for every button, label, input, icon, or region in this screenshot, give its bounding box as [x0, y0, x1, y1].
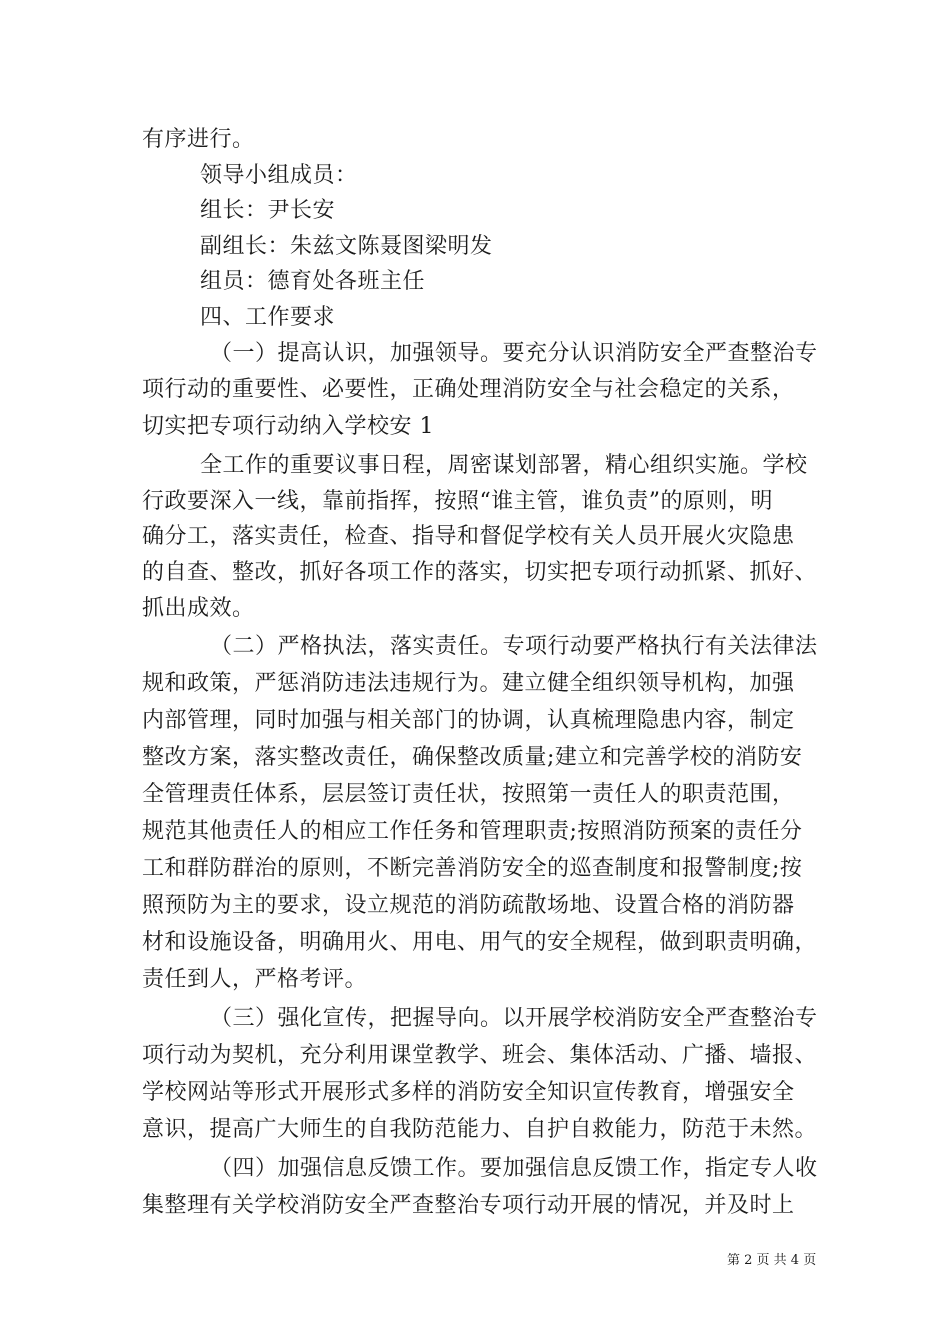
text-line: 责任到人，严格考评。	[142, 967, 368, 992]
text-line: 抓出成效。	[142, 596, 255, 621]
text-line: 副组长：朱兹文陈聂图梁明发	[200, 234, 493, 259]
text-line: 规和政策，严惩消防违法违规行为。建立健全组织领导机构，加强	[142, 671, 795, 696]
text-line: 全工作的重要议事日程，周密谋划部署，精心组织实施。学校	[200, 453, 808, 478]
text-line: 整改方案，落实整改责任，确保整改质量;建立和完善学校的消防安	[142, 745, 803, 770]
text-line: 领导小组成员：	[200, 163, 358, 188]
text-line: 有序进行。	[142, 127, 255, 152]
page-number-footer: 第 2 页 共 4 页	[727, 1253, 817, 1268]
text-line: 集整理有关学校消防安全严查整治专项行动开展的情况，并及时上	[142, 1193, 795, 1218]
text-line: （一）提高认识，加强领导。要充分认识消防安全严查整治专	[210, 341, 818, 366]
text-line: 规范其他责任人的相应工作任务和管理职责;按照消防预案的责任分	[142, 819, 803, 844]
text-line: 确分工，落实责任，检查、指导和督促学校有关人员开展火灾隐患	[142, 524, 795, 549]
text-line: 学校网站等形式开展形式多样的消防安全知识宣传教育，增强安全	[142, 1080, 795, 1105]
text-line: 的自查、整改，抓好各项工作的落实，切实把专项行动抓紧、抓好、	[142, 560, 818, 585]
text-line: 项行动的重要性、必要性，正确处理消防安全与社会稳定的关系，	[142, 377, 795, 402]
text-line: 组长：尹长安	[200, 198, 336, 223]
text-line: 照预防为主的要求，设立规范的消防疏散场地、设置合格的消防器	[142, 893, 795, 918]
text-line: （四）加强信息反馈工作。要加强信息反馈工作，指定专人收	[210, 1156, 818, 1181]
text-line: 行政要深入一线，靠前指挥，按照“谁主管，谁负责”的原则，明	[142, 489, 773, 514]
text-line: 切实把专项行动纳入学校安 1	[142, 414, 434, 439]
text-line: 内部管理，同时加强与相关部门的协调，认真梳理隐患内容，制定	[142, 708, 795, 733]
text-line: 项行动为契机，充分利用课堂教学、班会、集体活动、广播、墙报、	[142, 1043, 818, 1068]
text-line: （三）强化宣传，把握导向。以开展学校消防安全严查整治专	[210, 1006, 818, 1031]
section-heading: 四、工作要求	[200, 305, 336, 330]
text-line: 材和设施设备，明确用火、用电、用气的安全规程，做到职责明确，	[142, 930, 818, 955]
text-line: 意识，提高广大师生的自我防范能力、自护自救能力，防范于未然。	[142, 1117, 818, 1142]
text-line: 组员：德育处各班主任	[200, 269, 426, 294]
text-line: （二）严格执法，落实责任。专项行动要严格执行有关法律法	[210, 634, 818, 659]
text-line: 工和群防群治的原则，不断完善消防安全的巡查制度和报警制度;按	[142, 856, 803, 881]
text-line: 全管理责任体系，层层签订责任状，按照第一责任人的职责范围，	[142, 782, 795, 807]
